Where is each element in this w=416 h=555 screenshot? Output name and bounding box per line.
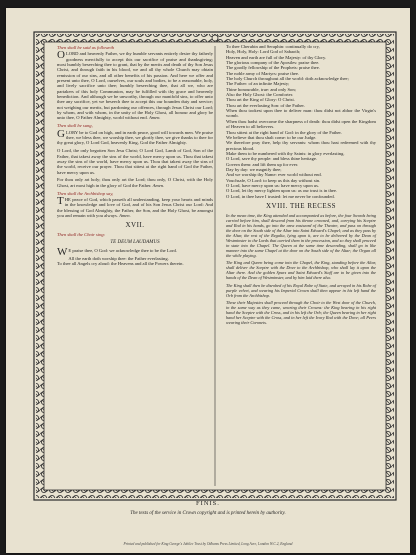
te-deum-line: And we worship thy Name: ever world without end. (226, 172, 322, 178)
te-deum-line: Day by day: we magnify thee; (226, 166, 282, 172)
te-deum-line: We therefore pray thee, help thy servants: whom thou hast redeemed with thy precious blood. (226, 140, 376, 151)
te-deum-continuation (226, 44, 376, 199)
blessing-paragraph: THE peace of God, which passeth all understanding, keep your hearts and minds in the knowledge and love of God, and of his Son Jesus Christ our Lord: And the blessing of God Almighty, the Father, the Son, and the Holy Ghost, be amongst you and remain with you always. Amen. (57, 194, 213, 218)
te-deum-line: Thou sittest at the right hand of God: in the glory of the Father. (226, 129, 342, 135)
te-deum-line: Heaven and earth are full of the Majesty: of thy Glory. (226, 54, 327, 60)
te-deum-line: When thou tookest upon thee to deliver man: thou didst not abhor the Virgin's womb. (226, 108, 376, 119)
te-deum-line: O Lord, have mercy upon us: have mercy upon us. (226, 182, 319, 188)
te-deum-verse-3: To thee all Angels cry aloud: the Heavens and all the Powers therein. (57, 260, 184, 266)
te-deum-line: To thee Cherubin and Seraphin: continually do cry, (226, 44, 320, 49)
te-deum-line: Govern them: and lift them up for ever. (226, 161, 299, 167)
te-deum-line: When thou hadst overcome the sharpness of death: thou didst open the Kingdom of Heaven to all believers. (226, 118, 376, 130)
page-sheet (6, 8, 410, 553)
drop-cap-t: T (57, 194, 64, 207)
right-column (226, 44, 376, 328)
te-deum-line: O Lord, let thy mercy lighten upon us: as our trust is in thee. (226, 188, 338, 194)
te-deum-line: Make them to be numbered with thy Saints: in glory everlasting. (226, 150, 345, 156)
recess-rubric-3: The King shall then be disrobed of his Royal Robe of State, and arrayed in his Robe of purple velvet, and wearing his Imperial Crown shall then appear in his left hand the Orb from the Archbishop. (226, 282, 376, 298)
te-deum-title: TE DEUM LAUDAMUS (110, 239, 160, 245)
section-heading-17: XVII. (125, 221, 145, 230)
drop-cap-g: G (57, 127, 65, 140)
te-deum-verse-1: W E praise thee, O God: we acknowledge thee to be the Lord. (57, 245, 177, 258)
te-deum-line: Vouchsafe, O Lord: to keep us this day without sin. (226, 177, 321, 183)
te-deum-line: We believe that thou shalt come: to be our Judge. (226, 134, 317, 140)
te-deum-verse-2: All the earth doth worship thee: the Father everlasting. (68, 255, 169, 261)
rubric-said: Then shall be said as followeth (57, 45, 115, 50)
te-deum-line: Thou art the everlasting Son: of the Father. (226, 102, 305, 108)
recess-rubric-1: In the mean time, the King attended and accompanied as before, the four Swords being carried before him, shall descend from his throne crowned, and, carrying his Sceptre and Rod in his hands, go into the area eastward of the Theatre, and pass on through the door on the South side of the Altar into Saint Edward's Chapel; and as they pass by the Altar, the rest of the Regalia, lying upon it, are to be delivered by the Dean of Westminster to the Lords that carried them in the procession, and so they shall proceed in state into the Chapel. The Queen at the same time descending, shall go in like manner into the same Chapel at the door on the South side of the Altar; the Organ all the while playing. (226, 212, 376, 258)
finis-label: FINIS. (196, 500, 220, 507)
gloria-paragraph-3: For thou only art holy; thou only art the Lord; thou only, O Christ, with the Holy Ghost, art most high in the glory of God the Father. Amen. (57, 177, 213, 188)
drop-cap-w: W (57, 245, 68, 258)
recess-rubric-4: These their Majesties shall proceed through the Choir to the West door of the Church, in the same way as they came, wearing their Crowns: the King bearing in his right hand the Sceptre with the Cross, and in his left the Orb; the Queen bearing in her right hand her Sceptre with the Cross, and in her left the Ivory Rod with the Dove; all Peers wearing their Coronets. (226, 300, 376, 326)
te-deum-line: The holy Church throughout all the world: doth acknowledge thee; (226, 76, 349, 82)
te-deum-line: The goodly fellowship of the Prophets: praise thee. (226, 65, 320, 71)
recess-rubric-2: The King and Queen being come into the Chapel, the King, standing before the Altar, shall deliver the Sceptre with the Dove to the Archbishop, who shall lay it upon the Altar there. And the golden Spurs and Saint Edward's Staff are to be given into the hands of the Dean of Westminster, and by him laid there also. (226, 260, 376, 281)
rubric-sung: Then shall be sung, (57, 123, 93, 129)
te-deum-line: The Father: of an infinite Majesty; (226, 81, 290, 87)
rubric-choir: Then shall the Choir sing: (57, 232, 106, 238)
te-deum-line: O Lord, in thee have I trusted: let me never be confounded. (226, 193, 335, 199)
te-deum-line: O Lord, save thy people: and bless thine heritage. (226, 156, 318, 162)
rubric-archbishop: Then shall the Archbishop say, (57, 190, 114, 196)
left-column (57, 44, 213, 266)
drop-cap-o: O (57, 49, 65, 62)
copyright-note: The texts of the service in Crown copyright and is printed herein by authority. (130, 511, 286, 516)
te-deum-line: Holy, Holy, Holy: Lord God of Sabaoth; (226, 49, 301, 55)
te-deum-line: Also the Holy Ghost: the Comforter. (226, 92, 294, 98)
te-deum-line: The noble army of Martyrs: praise thee. (226, 70, 300, 76)
gloria-paragraph-2: O Lord, the only begotten Son Jesu Christ; O Lord God, Lamb of God, Son of the Father, that takest away the sins of the world, have mercy upon us. Thou that takest away the sins of the world, have mercy upon us. Thou that takest away the sins of the world, receive our prayer. Thou that sittest at the right hand of God the Father, have mercy upon us. (57, 148, 213, 175)
te-deum-line: Thine honourable, true: and only Son; (226, 86, 296, 92)
oblation-prayer: OLORD and heavenly Father, we thy humble servants entirely desire thy fatherly goodness mercifully to accept this our sacrifice of praise and thanksgiving; most humbly beseeching thee to grant, that by the merits and death of thy Son Jesus Christ, and through faith in his blood, we and all thy whole Church may obtain remission of our sins, and all other benefits of his passion. And here we offer and present unto thee, O Lord, ourselves, our souls and bodies, to be a reasonable, holy, and lively sacrifice unto thee; humbly beseeching thee, that all we, who are partakers of this holy Communion, may be fulfilled with thy grace and heavenly benediction. And although we be unworthy, through our manifold sins, to offer unto thee any sacrifice, yet we beseech thee to accept this our bounden duty and service; not weighing our merits, but pardoning our offences, through Jesus Christ our Lord; by whom, and with whom, in the unity of the Holy Ghost, all honour and glory be unto thee, O Father Almighty, world without end. Amen. (57, 49, 213, 121)
te-deum-line: Thou art the King of Glory: O Christ. (226, 97, 295, 103)
gloria-paragraph-1: GLORY be to God on high, and in earth peace, good will towards men. We praise thee, we bless thee, we worship thee, we glorify thee, we give thanks to thee for thy great glory, O Lord God, heavenly King, God the Father Almighty. (57, 127, 213, 146)
printer-imprint: Printed and published for King George's Jubilee Trust by Odhams Press Limited, Long Acre, London W.C.2, England (123, 542, 293, 546)
section-heading-18: XVIII. THE RECESS (265, 201, 336, 210)
te-deum-line: The glorious company of the Apostles: praise thee. (226, 60, 320, 66)
